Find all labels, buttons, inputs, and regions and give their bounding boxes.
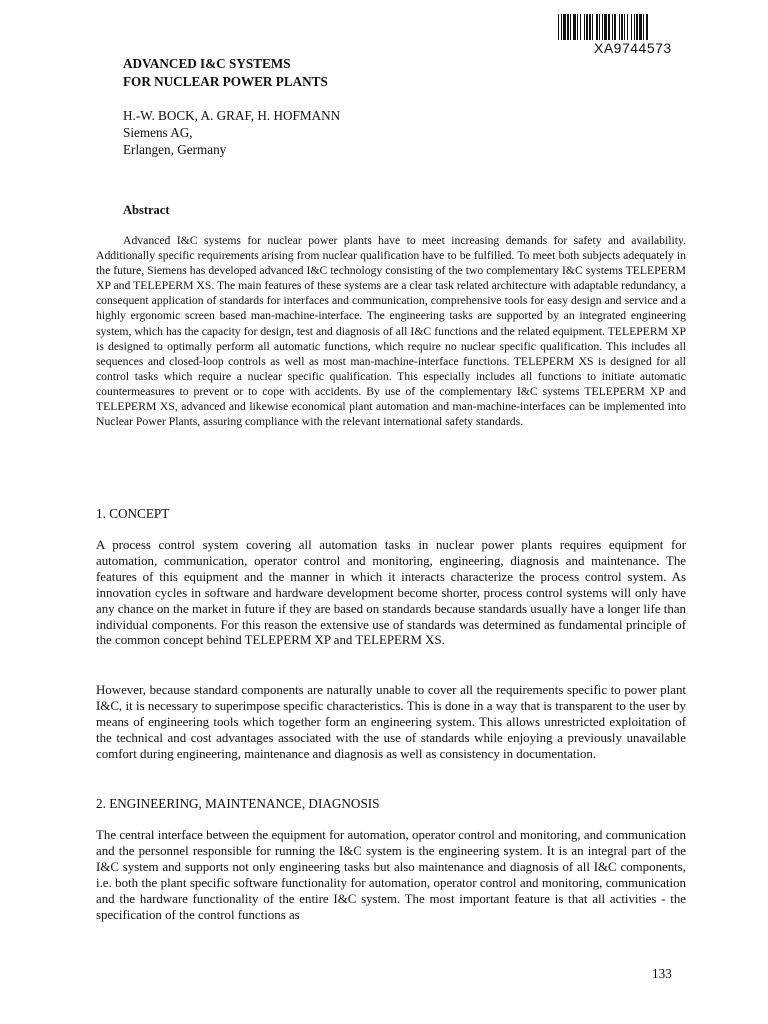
- section-1-paragraph-1: A process control system covering all automation tasks in nuclear power plants requires equipment for automation, communication, operator control and monitoring, engineering, diagnosis and maintenance. The features of this equipment and the manner in which it interacts characterize the process control system. As innovation cycles in software and hardware development become shorter, process control systems will only have any chance on the market in future if they are based on standards because standards usually have a longer life than individual components. For this reason the extensive use of standards was determined as fundamental principle of the common concept behind TELEPERM XP and TELEPERM XS.: [96, 538, 686, 648]
- abstract-text: Advanced I&C systems for nuclear power plants have to meet increasing demands for safety and availability. Additionally specific requirements arising from nuclear qualification have to be fulfilled. To meet both subjects adequately in the future, Siemens has developed advanced I&C technology consisting of the two complementary I&C systems TELEPERM XP and TELEPERM XS. The main features of these systems are a clear task related architecture with adaptable redundancy, a consequent application of standards for interfaces and communication, comprehensive tools for easy design and service and a highly ergonomic screen based man-machine-interface. The engineering tasks are supported by an integrated engineering system, which has the capacity for design, test and diagnosis of all I&C functions and the related equipment. TELEPERM XP is designed to optimally perform all automatic functions, which require no nuclear specific qualification. This includes all sequences and closed-loop controls as well as most man-machine-interface functions. TELEPERM XS is designed for all control tasks which require a nuclear specific qualification. This especially includes all functions to initiate automatic countermeasures to prevent or to cope with accidents. By use of the complementary I&C systems TELEPERM XP and TELEPERM XS, advanced and likewise economical plant automation and man-machine-interfaces can be implemented into Nuclear Power Plants, assuring compliance with the relevant international safety standards.: [96, 234, 686, 429]
- author-block: [123, 107, 340, 158]
- paper-title: [123, 55, 328, 91]
- barcode-graphic: [558, 14, 712, 40]
- abstract-heading: Abstract: [123, 203, 170, 217]
- section-2-paragraph-1: The central interface between the equipment for automation, operator control and monitoring, and communication and the personnel responsible for running the I&C system is the engineering system. It is an integral part of the I&C system and supports not only engineering tasks but also maintenance and diagnosis of all I&C components, i.e. both the plant specific software functionality for automation, operator control and monitoring, communication and the hardware functionality of the entire I&C system. The most important feature is that all activities - the specification of the control functions as: [96, 828, 686, 922]
- section-2-heading: 2. ENGINEERING, MAINTENANCE, DIAGNOSIS: [96, 796, 380, 811]
- section-1-paragraph-2: However, because standard components are naturally unable to cover all the requirements specific to power plant I&C, it is necessary to superimpose specific characteristics. This is done in a way that is transparent to the user by means of engineering tools which together form an engineering system. This allows unrestricted exploitation of the technical and cost advantages associated with the use of standards while enjoying a previously unavailable comfort during engineering, maintenance and diagnosis as well as consistency in documentation.: [96, 683, 686, 761]
- page-number: 133: [652, 966, 672, 981]
- author-location: Erlangen, Germany: [123, 142, 227, 157]
- author-names: H.-W. BOCK, A. GRAF, H. HOFMANN: [123, 108, 341, 123]
- section-1-heading: 1. CONCEPT: [96, 506, 170, 521]
- title-line-1: ADVANCED I&C SYSTEMS: [123, 56, 291, 71]
- barcode: [558, 14, 712, 40]
- author-affiliation: Siemens AG,: [123, 125, 193, 140]
- title-line-2: FOR NUCLEAR POWER PLANTS: [123, 74, 328, 89]
- report-number: XA9744573: [594, 40, 672, 56]
